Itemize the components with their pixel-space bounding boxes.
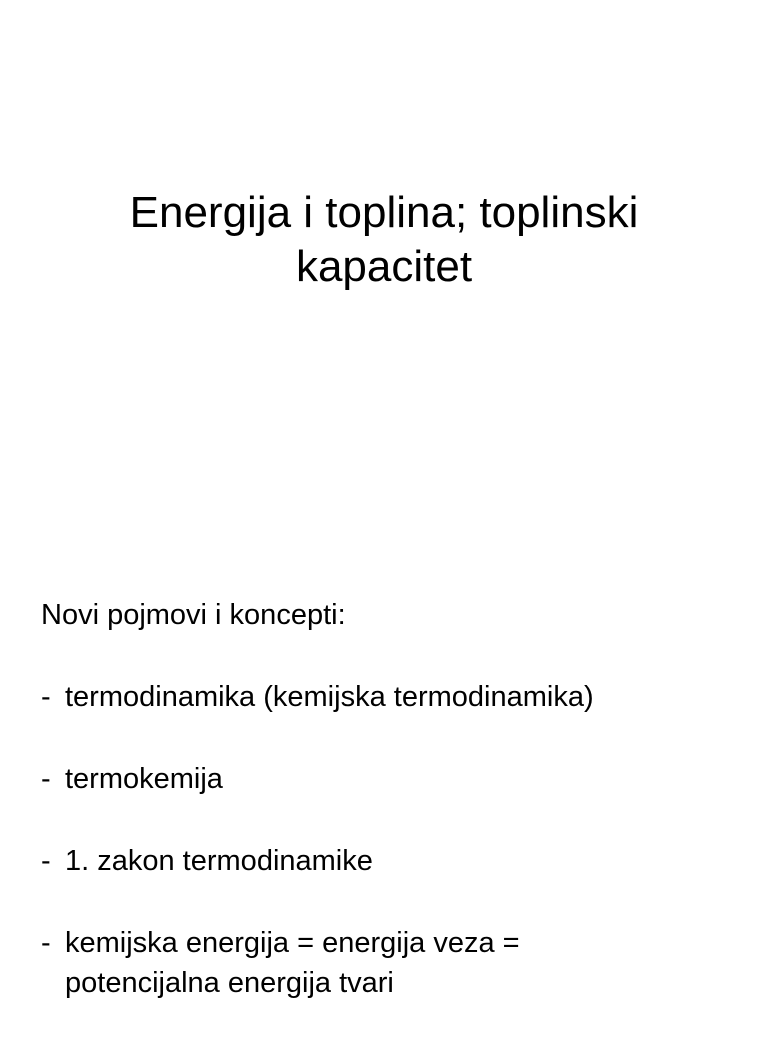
list-item-text: 1. zakon termodinamike xyxy=(65,845,373,877)
dash-bullet: - xyxy=(41,681,51,713)
slide-title xyxy=(60,186,708,294)
list-item-zakon xyxy=(41,841,741,881)
title-line-2: kapacitet xyxy=(295,242,473,291)
concepts-section xyxy=(41,595,741,1045)
concepts-intro: Novi pojmovi i koncepti: xyxy=(41,599,346,631)
list-item-termodinamika xyxy=(41,677,741,717)
list-item-text-line-1: kemijska energija = energija veza = xyxy=(65,927,520,959)
dash-bullet: - xyxy=(41,763,51,795)
list-item-text: termodinamika (kemijska termodinamika) xyxy=(65,681,594,713)
dash-bullet: - xyxy=(41,845,51,877)
dash-bullet: - xyxy=(41,927,51,959)
list-item-termokemija xyxy=(41,759,741,799)
concept-list xyxy=(41,677,741,1003)
list-item-kemijska-energija xyxy=(41,923,741,1003)
list-item-text xyxy=(65,923,741,1003)
list-item-text: termokemija xyxy=(65,763,223,795)
title-line-1: Energija i toplina; toplinski xyxy=(129,188,639,237)
list-item-text-line-2: potencijalna energija tvari xyxy=(65,967,394,999)
